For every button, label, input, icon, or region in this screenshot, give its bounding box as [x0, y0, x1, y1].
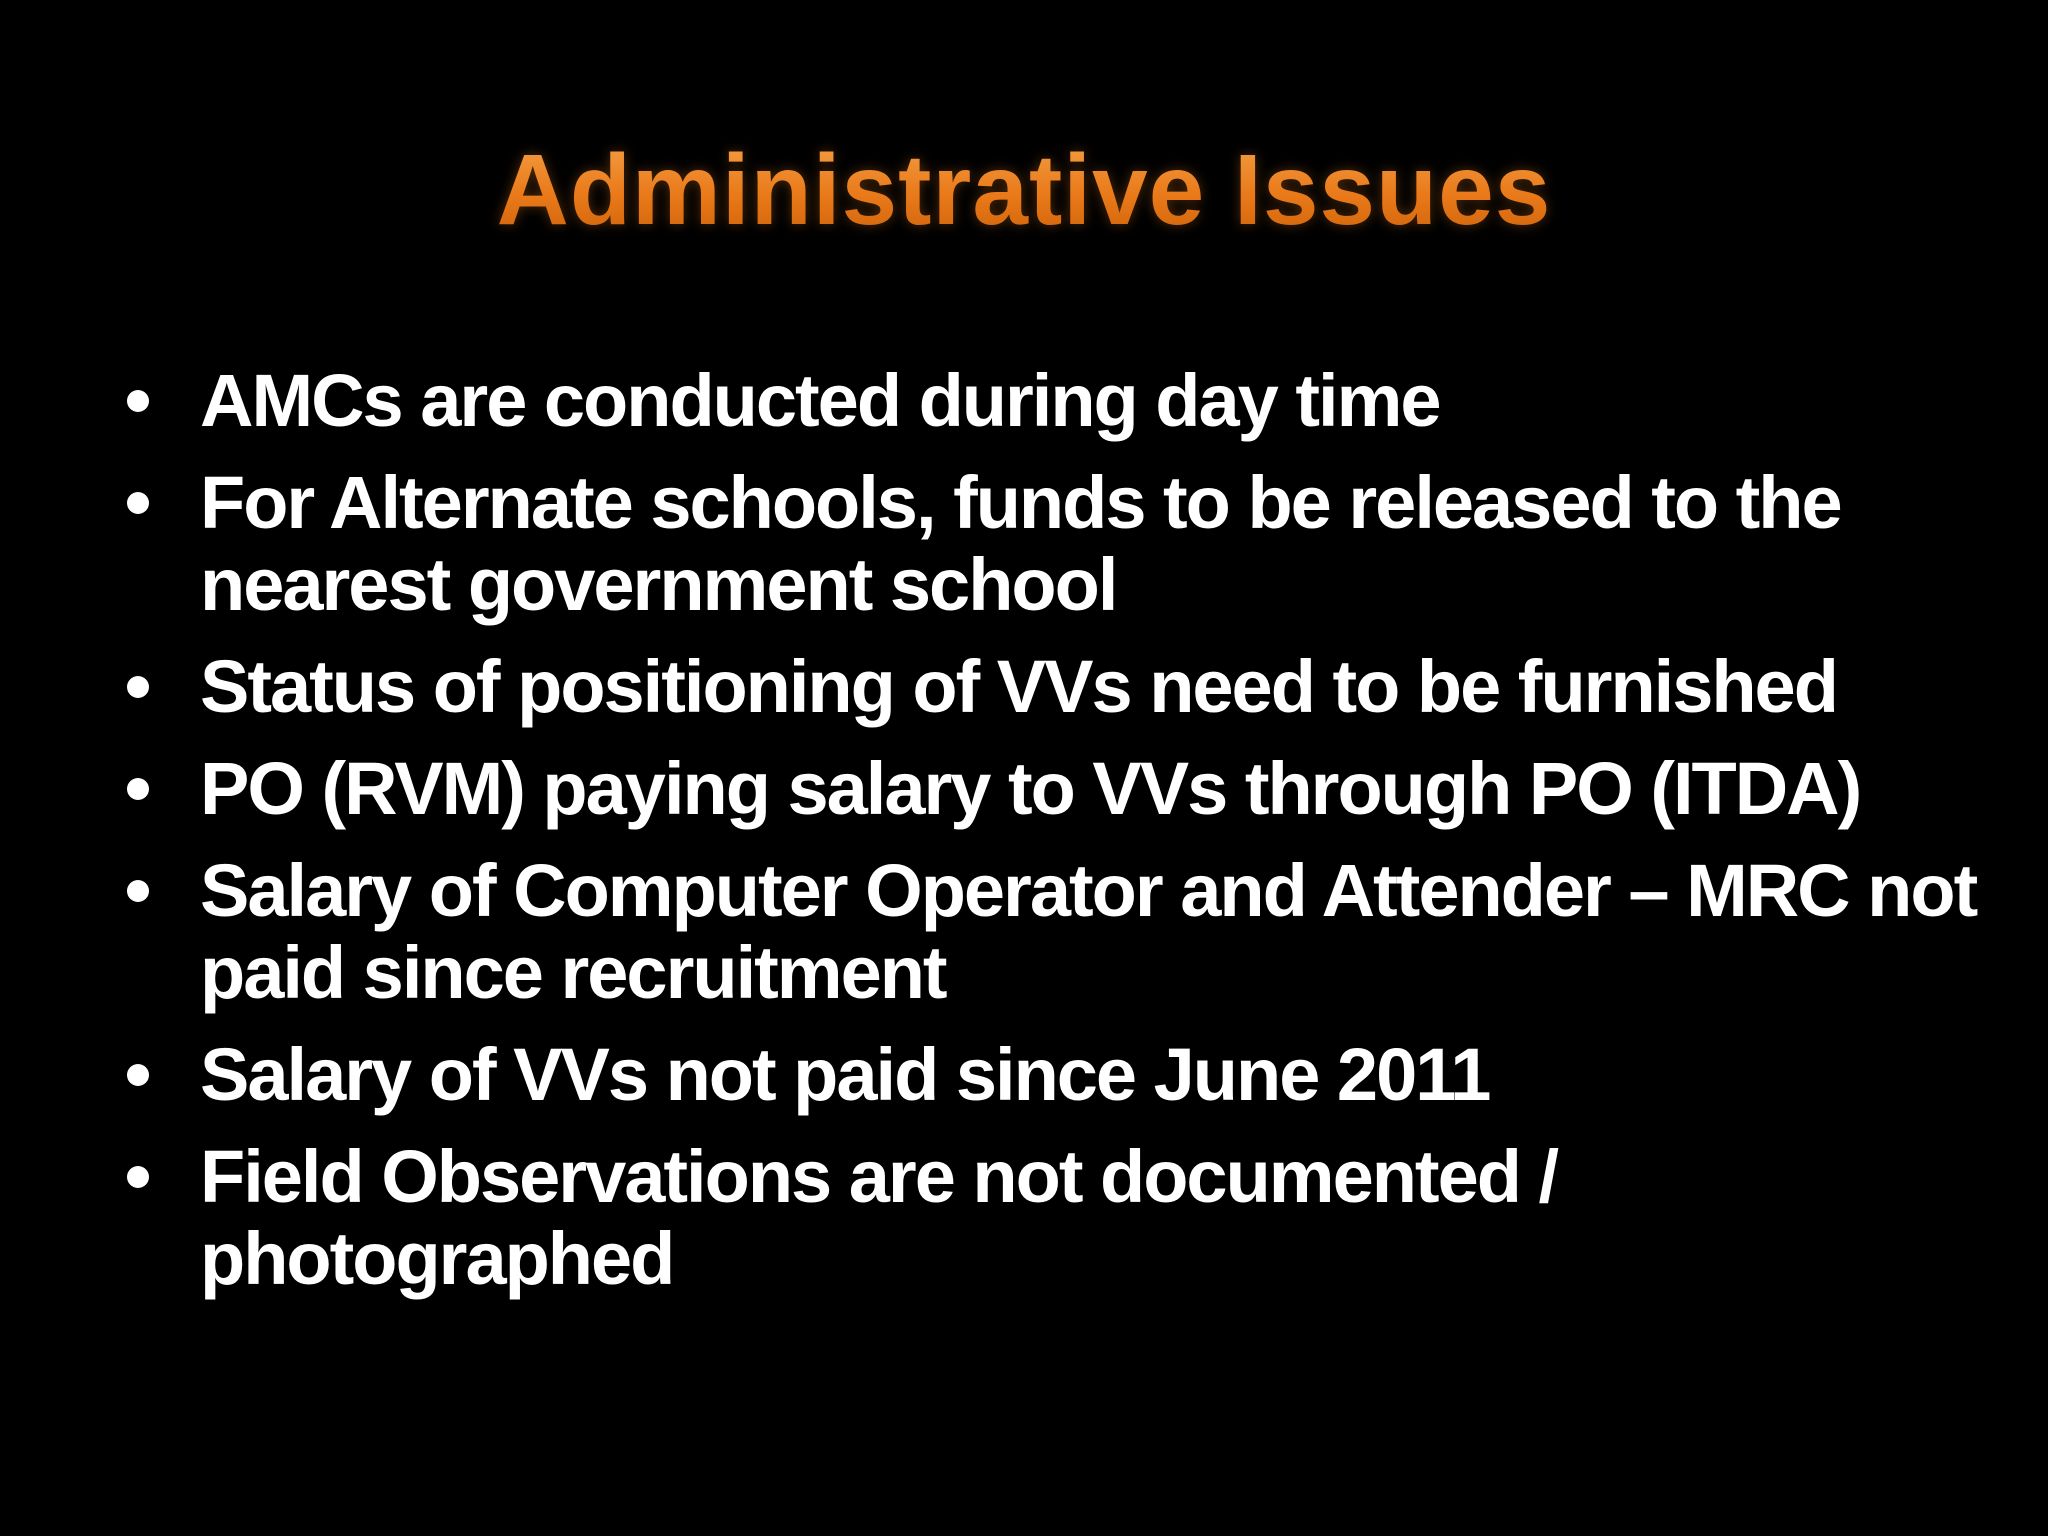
bullet-item [115, 748, 1985, 830]
bullet-text: AMCs are conducted during day time [200, 359, 1440, 442]
bullet-item [115, 646, 1985, 728]
bullet-item [115, 462, 1985, 626]
bullet-dot-icon [127, 778, 149, 800]
bullet-item [115, 360, 1985, 442]
bullet-item [115, 1136, 1985, 1300]
bullet-text: PO (RVM) paying salary to VVs through PO (ITDA) [200, 747, 1861, 830]
bullet-item [115, 850, 1985, 1014]
bullet-text: For Alternate schools, funds to be released to the nearest government school [200, 461, 1841, 626]
bullet-text: Status of positioning of VVs need to be furnished [200, 645, 1837, 728]
bullet-dot-icon [127, 390, 149, 412]
bullet-dot-icon [127, 880, 149, 902]
bullet-item [115, 1034, 1985, 1116]
bullet-dot-icon [127, 1064, 149, 1086]
bullet-dot-icon [127, 492, 149, 514]
bullet-text: Field Observations are not documented / photographed [200, 1135, 1558, 1300]
bullet-text: Salary of VVs not paid since June 2011 [200, 1033, 1490, 1116]
bullet-text: Salary of Computer Operator and Attender – MRC not paid since recruitment [200, 849, 1977, 1014]
slide-title: Administrative Issues [0, 130, 2048, 250]
bullet-dot-icon [127, 1166, 149, 1188]
bullet-list [115, 360, 1985, 1320]
bullet-dot-icon [127, 676, 149, 698]
